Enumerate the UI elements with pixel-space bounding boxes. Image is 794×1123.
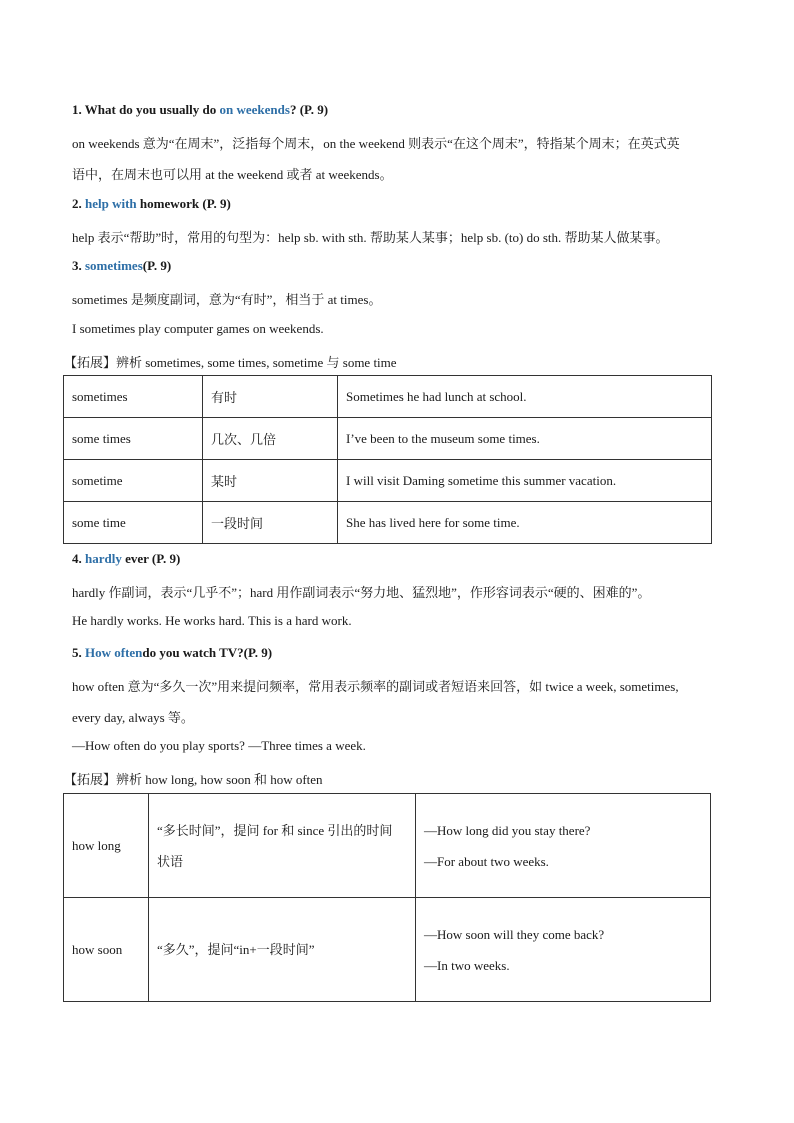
- table-row: [64, 418, 712, 460]
- meaning-line: 状语: [157, 853, 184, 869]
- section-2-heading: [72, 196, 231, 212]
- page-ref: ever (P. 9): [125, 551, 181, 566]
- table-row: [64, 376, 712, 418]
- page-ref: (P. 9): [142, 258, 172, 273]
- example-cell: [416, 898, 711, 1002]
- sometimes-comparison-table: [63, 375, 712, 544]
- section-3-extension-title: 【拓展】辨析 sometimes, some times, sometime 与 some time: [64, 355, 397, 370]
- section-3-heading: [72, 258, 171, 274]
- section-4-line-2: He hardly works. He works hard. This is a hard work.: [72, 613, 352, 628]
- term-cell: sometimes: [64, 376, 203, 418]
- keyword: How often: [85, 645, 143, 660]
- section-5-line-3: —How often do you play sports? —Three times a week.: [72, 738, 366, 753]
- example-cell: Sometimes he had lunch at school.: [338, 376, 712, 418]
- term-cell: how long: [64, 794, 149, 898]
- meaning-cell: 几次、几倍: [203, 418, 338, 460]
- section-1-line-1: on weekends 意为“在周末”，泛指每个周末，on the weekend 则表示“在这个周末”，特指某个周末；在英式英: [72, 136, 680, 151]
- term-cell: some times: [64, 418, 203, 460]
- heading-text: What do you usually do: [84, 102, 217, 117]
- table-row: [64, 898, 711, 1002]
- meaning-line: “多久”，提问“in+一段时间”: [157, 942, 315, 957]
- section-4-line-1: hardly 作副词，表示“几乎不”；hard 用作副词表示“努力地、猛烈地”，作形容词表示“硬的、困难的”。: [72, 585, 651, 600]
- meaning-cell: 一段时间: [203, 502, 338, 544]
- example-line: —How long did you stay there?: [424, 822, 591, 838]
- section-4-heading: [72, 551, 180, 567]
- section-number: 4.: [72, 551, 82, 566]
- keyword: help with: [85, 196, 137, 211]
- section-1-line-2: 语中，在周末也可以用 at the weekend 或者 at weekends。: [72, 167, 393, 182]
- section-5-heading: [72, 645, 272, 661]
- section-number: 5.: [72, 645, 82, 660]
- section-5-extension-title: 【拓展】辨析 how long, how soon 和 how often: [64, 772, 323, 787]
- section-number: 2.: [72, 196, 82, 211]
- term-cell: how soon: [64, 898, 149, 1002]
- keyword: on weekends: [219, 102, 290, 117]
- section-number: 3.: [72, 258, 82, 273]
- keyword: sometimes: [85, 258, 143, 273]
- page-ref: ? (P. 9): [289, 102, 329, 117]
- table-row: [64, 794, 711, 898]
- keyword: hardly: [85, 551, 122, 566]
- section-5-line-1: how often 意为“多久一次”用来提问频率，常用表示频率的副词或者短语来回答，如 twice a week, sometimes,: [72, 679, 679, 694]
- meaning-cell: [149, 898, 416, 1002]
- section-2-line-1: help 表示“帮助”时，常用的句型为：help sb. with sth. 帮助某人某事；help sb. (to) do sth. 帮助某人做某事。: [72, 230, 669, 245]
- example-line: —In two weeks.: [424, 957, 510, 973]
- example-cell: I’ve been to the museum some times.: [338, 418, 712, 460]
- page-ref: do you watch TV?(P. 9): [142, 645, 273, 660]
- example-cell: She has lived here for some time.: [338, 502, 712, 544]
- section-3-line-1: sometimes 是频度副词，意为“有时”，相当于 at times。: [72, 292, 382, 307]
- table-row: [64, 460, 712, 502]
- how-often-comparison-table: [63, 793, 711, 1002]
- term-cell: some time: [64, 502, 203, 544]
- example-cell: [416, 794, 711, 898]
- meaning-cell: [149, 794, 416, 898]
- page-ref: homework (P. 9): [139, 196, 231, 211]
- section-1-heading: [72, 102, 328, 118]
- section-3-line-2: I sometimes play computer games on weekends.: [72, 321, 324, 336]
- meaning-line: “多长时间”，提问 for 和 since 引出的时间: [157, 822, 393, 838]
- example-line: —How soon will they come back?: [424, 926, 605, 942]
- term-cell: sometime: [64, 460, 203, 502]
- section-5-line-2: every day, always 等。: [72, 710, 194, 725]
- example-line: —For about two weeks.: [424, 853, 549, 869]
- section-number: 1.: [72, 102, 82, 117]
- meaning-cell: 有时: [203, 376, 338, 418]
- example-cell: I will visit Daming sometime this summer vacation.: [338, 460, 712, 502]
- table-row: [64, 502, 712, 544]
- meaning-cell: 某时: [203, 460, 338, 502]
